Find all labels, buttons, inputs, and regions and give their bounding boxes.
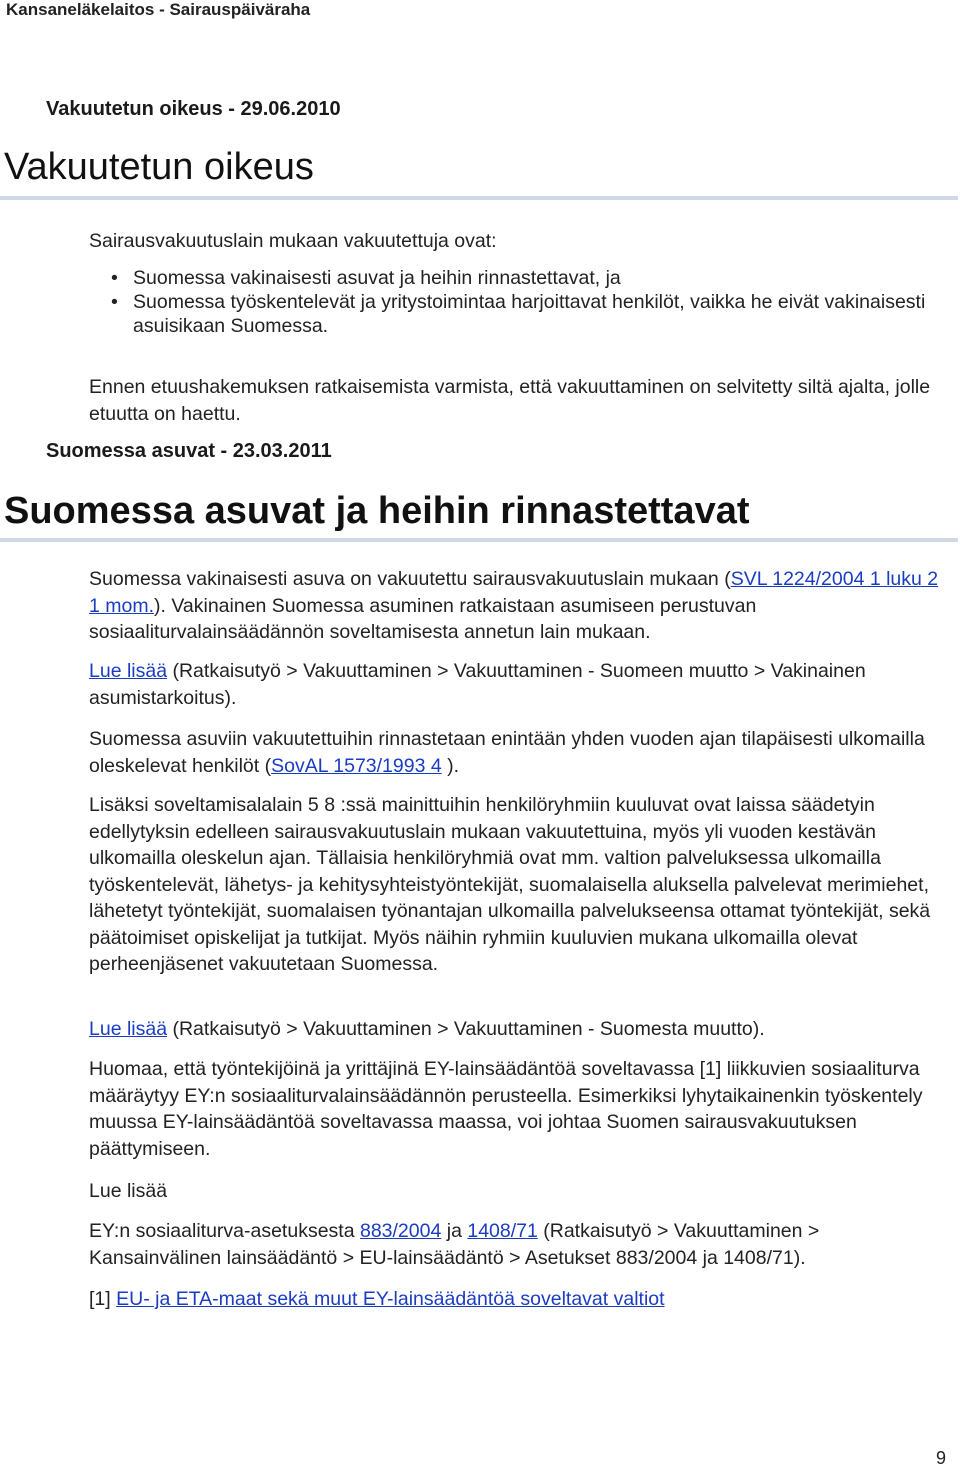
note-text: Ennen etuushakemuksen ratkaisemista varmista, että vakuuttaminen on selvitetty siltä ajalta, jolle etuutta on haettu.	[89, 376, 931, 425]
eu-countries-link[interactable]: EU- ja ETA-maat sekä muut EY-lainsäädäntöä soveltavat valtiot	[116, 1288, 665, 1310]
list-item: • Suomessa työskentelevät ja yritystoimintaa harjoittavat henkilöt, vaikka he eivät vakinaisesti asuisikaan Suomessa.	[111, 291, 926, 337]
read-more-link[interactable]: Lue lisää	[89, 660, 168, 682]
paragraph: Lisäksi soveltamisalalain 5 8 :ssä mainittuihin henkilöryhmiin kuuluvat ovat laissa säädetyin edellytyksin edelleen sairausvakuutuslain mukaan vakuutettuina, myös yli vuoden kestävän ulkomailla oleskelun ajan. Tällaisia henkilöryhmiä ovat mm. valtion palveluksessa ulkomailla työskentelevät, lähetys- ja kehitysyhteistyöntekijät, suomalaisella aluksella palvelevat merimiehet, lähetetyt työntekijät, suomalaisen työnantajan ulkomailla palvelukseensa ottamat työntekijät, sekä päätoimiset opiskelijat ja tutkijat. Myös näihin ryhmiin kuuluvien mukana ulkomailla olevat perheenjäsenet vakuutetaan Suomessa.	[89, 794, 931, 975]
paragraph: Suomessa asuviin vakuutettuihin rinnastetaan enintään yhden vuoden ajan tilapäisesti ulkomailla oleskelevat henkilöt (SovAL 1573/1993 4 ).	[89, 728, 925, 777]
read-more-link[interactable]: Lue lisää	[89, 1018, 168, 1040]
read-more-text: Lue lisää	[89, 1180, 168, 1202]
heading-divider	[0, 196, 958, 200]
bullet-icon: •	[111, 291, 118, 313]
intro-text: Sairausvakuutuslain mukaan vakuutettuja ovat:	[89, 230, 497, 252]
document-header: Kansaneläkelaitos - Sairauspäiväraha	[6, 0, 311, 19]
section-meta: Suomessa asuvat - 23.03.2011	[46, 440, 332, 462]
regulation-883-link[interactable]: 883/2004	[359, 1220, 442, 1242]
regulation-1408-link[interactable]: 1408/71	[467, 1220, 538, 1242]
svl-link[interactable]: SVL 1224/2004 1 luku 2	[730, 568, 939, 590]
paragraph: EY:n sosiaaliturva-asetuksesta 883/2004 ja 1408/71 (Ratkaisutyö > Vakuuttaminen > Kansainvälinen lainsäädäntö > EU-lainsäädäntö > Asetukset 883/2004 ja 1408/71).	[89, 1220, 820, 1269]
soval-link[interactable]: SovAL 1573/1993 4	[271, 754, 442, 777]
section-heading: Vakuutetun oikeus	[4, 146, 314, 188]
paragraph: Lue lisää (Ratkaisutyö > Vakuuttaminen > Vakuuttaminen - Suomesta muutto).	[89, 1018, 765, 1040]
paragraph: Huomaa, että työntekijöinä ja yrittäjinä EY-lainsäädäntöä soveltavassa [1] liikkuvien sosiaaliturva määräytyy EY:n sosiaaliturvalainsäädännön perusteella. Esimerkiksi lyhytaikainenkin työskentely muussa EY-lainsäädäntöä soveltavassa maassa, voi johtaa Suomen sairausvakuutuksen päättymiseen.	[89, 1058, 923, 1160]
paragraph: Suomessa vakinaisesti asuva on vakuutettu sairausvakuutuslain mukaan (SVL 1224/2004 1 luku 2 1 mom.). Vakinainen Suomessa asuminen ratkaistaan asumiseen perustuvan sosiaaliturvalainsäädännön soveltamisesta annetun lain mukaan.	[89, 568, 939, 643]
bullet-icon: •	[111, 267, 118, 289]
heading-divider	[0, 538, 958, 542]
section-meta: Vakuutetun oikeus - 29.06.2010	[46, 98, 341, 120]
page-number: 9	[935, 1448, 946, 1468]
svl-mom-link[interactable]: 1 mom.	[89, 594, 155, 617]
section-heading: Suomessa asuvat ja heihin rinnastettavat	[4, 490, 750, 532]
paragraph: Lue lisää (Ratkaisutyö > Vakuuttaminen > Vakuuttaminen - Suomeen muutto > Vakinainen asumistarkoitus).	[89, 660, 866, 709]
list-item: • Suomessa vakinaisesti asuvat ja heihin rinnastettavat, ja	[111, 267, 621, 289]
insured-list	[89, 266, 949, 338]
footnote: [1] EU- ja ETA-maat sekä muut EY-lainsäädäntöä soveltavat valtiot	[89, 1288, 665, 1310]
